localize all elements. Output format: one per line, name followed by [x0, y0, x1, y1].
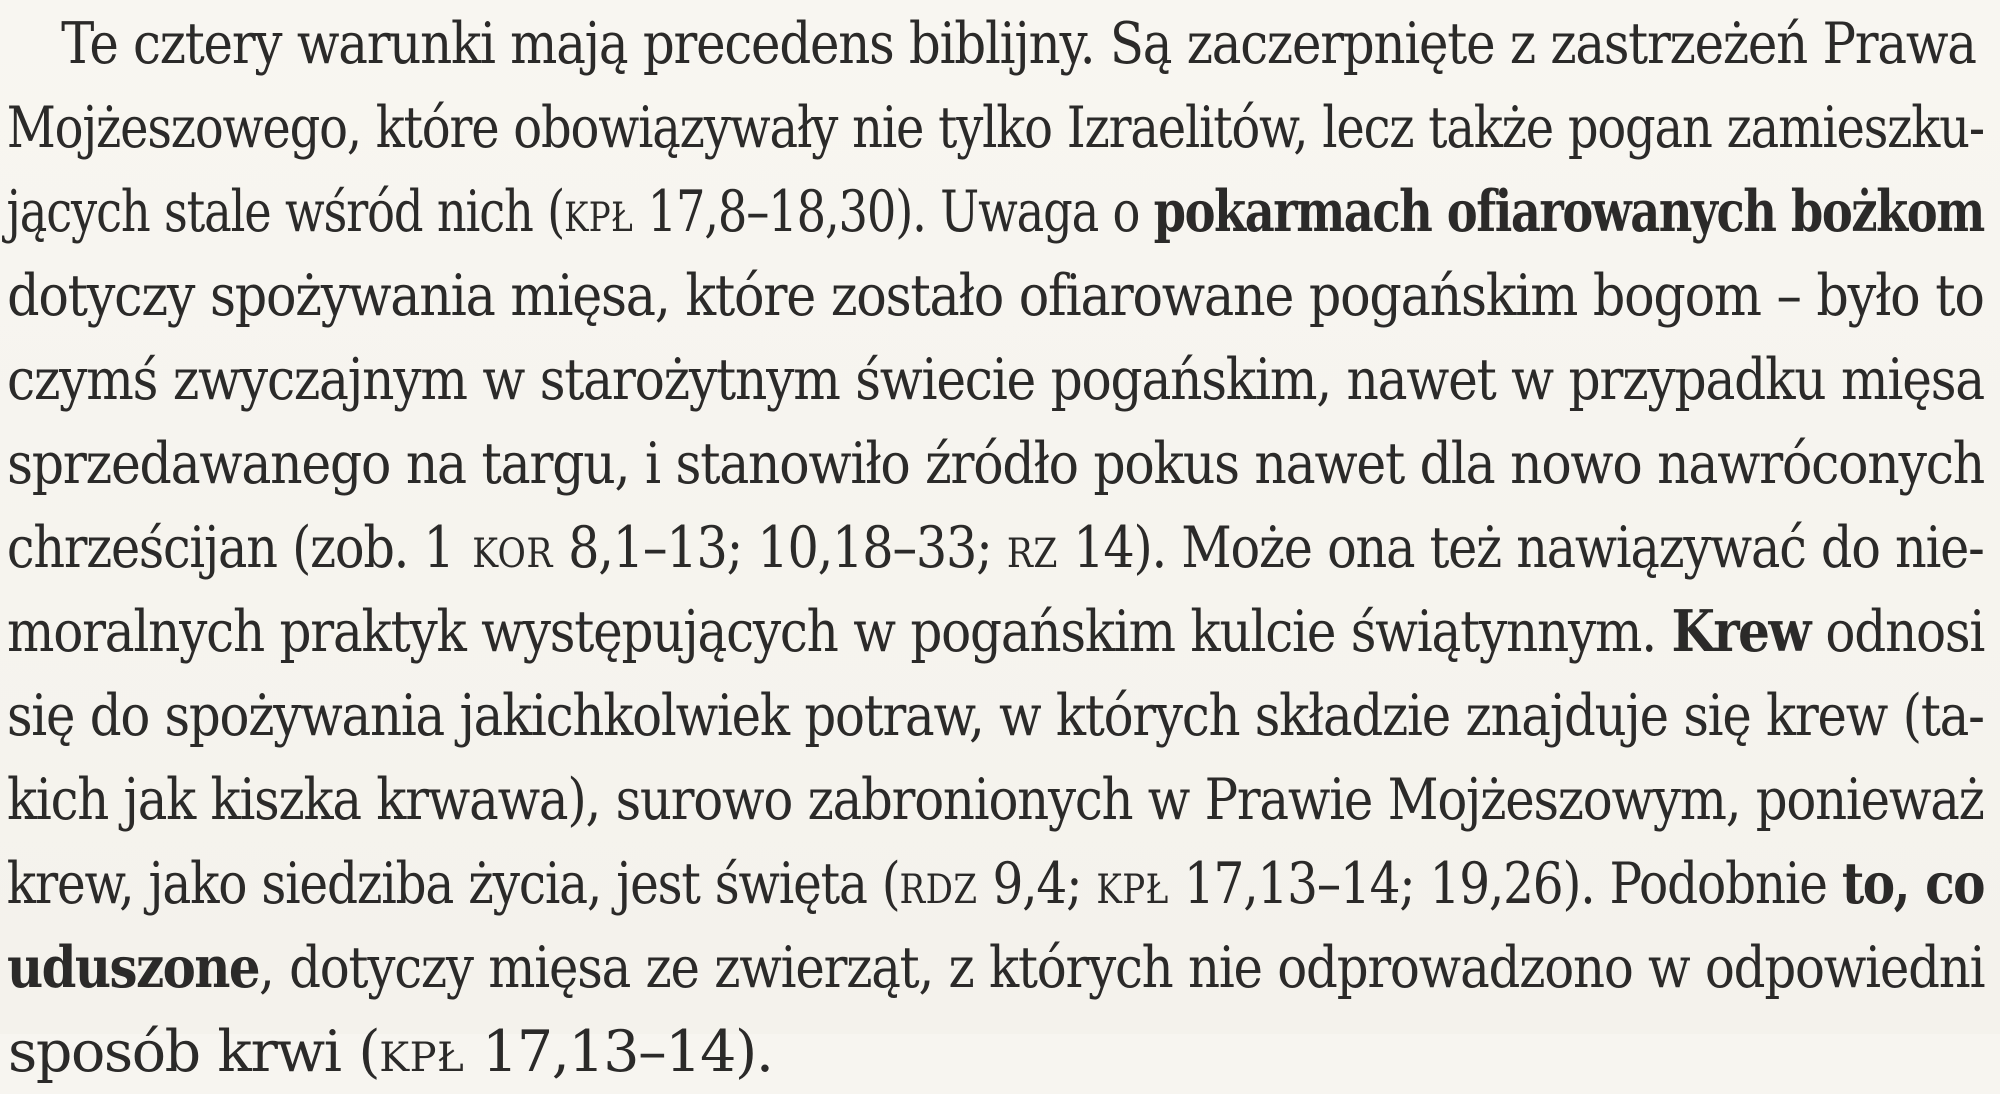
text-segment: kich jak kiszka krwawa), surowo zabronionych w Prawie Mojżeszowym, ponieważ: [6, 767, 1984, 833]
bold-term: to, co: [1841, 850, 1985, 917]
text-segment: sposób krwi (: [8, 1019, 380, 1085]
text-segment: 8,1–13; 10,18–33;: [552, 515, 1007, 581]
text-line: [0, 758, 1984, 842]
text-line: [0, 590, 1985, 674]
text-line: [0, 422, 1984, 506]
bold-term: pokarmach ofiarowanych bożkom: [1153, 178, 1984, 245]
text-line: [0, 338, 1984, 422]
text-line: [0, 926, 1985, 1010]
text-segment: 14). Może ona też nawiązywać do nie-: [1057, 515, 1984, 581]
text-segment: odnosi: [1809, 599, 1985, 665]
text-segment: dotyczy spożywania mięsa, które zostało ofiarowane pogańskim bogom – było to: [7, 263, 1984, 329]
text-line: [0, 86, 1984, 170]
text-segment: się do spożywania jakichkolwiek potraw, w których składzie znajduje się krew (ta-: [6, 683, 1984, 749]
text-segment: moralnych praktyk występujących w pogańskim kulcie świątynnym.: [7, 599, 1672, 665]
body-paragraph: [0, 2, 2000, 1094]
text-segment: jących stale wśród nich (: [6, 179, 565, 245]
bible-reference: kpł: [564, 179, 634, 245]
text-segment: 17,13–14).: [464, 1019, 773, 1085]
text-line: [0, 506, 1984, 590]
text-segment: , dotyczy mięsa ze zwierząt, z których nie odprowadzono w odpowiedni: [259, 935, 1985, 1001]
bible-reference: 1 kor: [423, 515, 553, 581]
text-line: [0, 842, 1985, 926]
text-segment: 9,4;: [977, 851, 1097, 917]
bible-reference: rz: [1006, 515, 1058, 581]
text-line: [0, 1010, 2000, 1094]
text-segment: 17,13–14; 19,26). Podobnie: [1168, 851, 1842, 917]
text-line: [0, 254, 1984, 338]
text-segment: sprzedawanego na targu, i stanowiło źródło pokus nawet dla nowo nawróconych: [7, 431, 1984, 497]
bible-reference: kpł: [1096, 851, 1169, 917]
bible-reference: kpł: [379, 1019, 465, 1085]
text-segment: Mojżeszowego, które obowiązywały nie tylko Izraelitów, lecz także pogan zamieszku-: [6, 95, 1984, 161]
text-segment: krew, jako siedziba życia, jest święta (: [6, 851, 900, 917]
text-line: [0, 170, 1984, 254]
bible-reference: rdz: [899, 851, 978, 917]
text-segment: chrześcijan (zob.: [6, 515, 424, 581]
bold-term: Krew: [1671, 598, 1810, 665]
text-segment: 17,8–18,30). Uwaga o: [633, 179, 1154, 245]
text-line: [0, 674, 1984, 758]
bold-term: uduszone: [6, 934, 260, 1001]
text-segment: Te cztery warunki mają precedens biblijny. Są zaczerpnięte z zastrzeżeń Prawa: [61, 11, 1976, 77]
text-line: [0, 2, 1976, 86]
text-segment: czymś zwyczajnym w starożytnym świecie pogańskim, nawet w przypadku mięsa: [7, 347, 1984, 413]
